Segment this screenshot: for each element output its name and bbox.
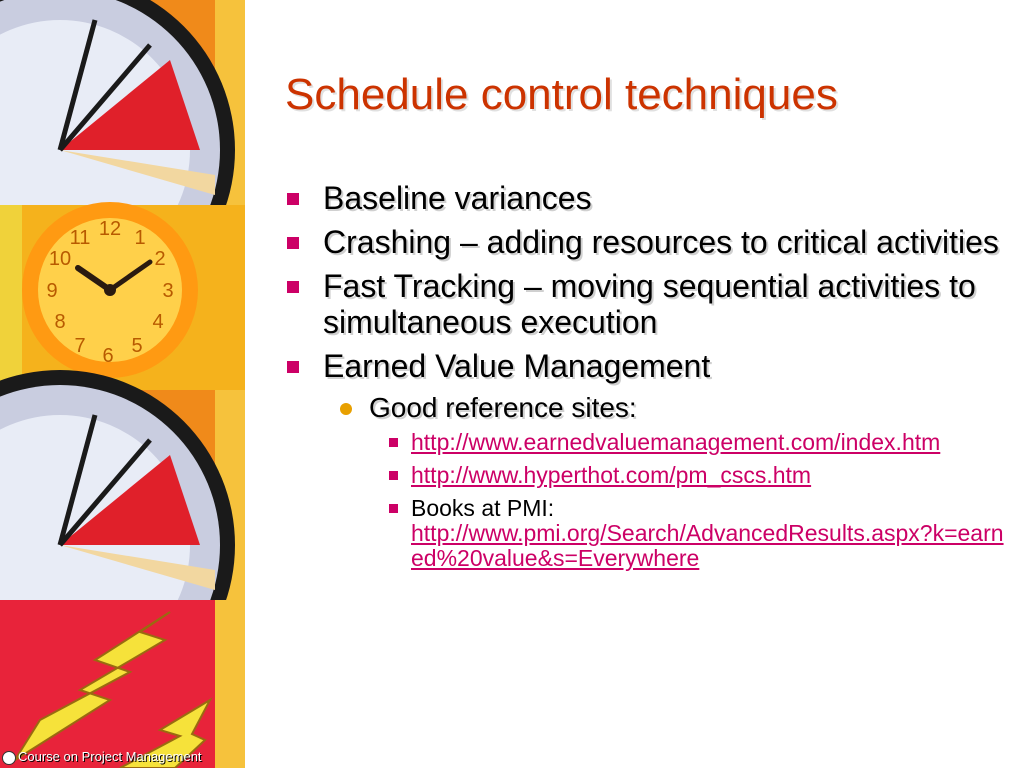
- square-bullet-icon: [287, 193, 299, 205]
- slide-content: [285, 180, 1005, 579]
- svg-text:11: 11: [69, 227, 91, 249]
- footer-text: Course on Project Management: [18, 749, 202, 764]
- bullet-text: Baseline variances: [323, 180, 592, 216]
- evm-link[interactable]: http://www.earnedvaluemanagement.com/index.htm: [411, 429, 941, 455]
- svg-text:3: 3: [162, 280, 174, 302]
- bullet-item: [285, 224, 1005, 260]
- link-item: [285, 496, 1005, 571]
- bullet-item: [285, 268, 1005, 340]
- books-label: Books at PMI:: [411, 495, 555, 521]
- square-bullet-icon: [389, 471, 398, 480]
- hyperthot-link[interactable]: http://www.hyperthot.com/pm_cscs.htm: [411, 462, 812, 488]
- bullet-text: Earned Value Management: [323, 348, 711, 384]
- svg-text:7: 7: [74, 335, 86, 357]
- sub-bullet-item: [285, 392, 1005, 424]
- svg-text:1: 1: [134, 227, 146, 249]
- square-bullet-icon: [287, 281, 299, 293]
- decorative-clock-art: [0, 0, 245, 768]
- svg-text:2: 2: [154, 248, 166, 270]
- bullet-item: [285, 180, 1005, 216]
- clock-icon: [2, 751, 16, 765]
- square-bullet-icon: [287, 237, 299, 249]
- pmi-search-link[interactable]: http://www.pmi.org/Search/AdvancedResults.aspx?k=earned%20value&s=Everywhere: [411, 520, 1004, 571]
- slide-title: Schedule control techniques: [285, 70, 838, 119]
- sub-bullet-text: Good reference sites:: [369, 392, 637, 423]
- bullet-text: Crashing – adding resources to critical activities: [323, 224, 999, 260]
- bullet-item: [285, 348, 1005, 384]
- square-bullet-icon: [287, 361, 299, 373]
- svg-text:6: 6: [102, 345, 114, 367]
- round-bullet-icon: [340, 403, 352, 415]
- link-item: [285, 430, 1005, 455]
- svg-text:9: 9: [46, 280, 58, 302]
- svg-text:10: 10: [48, 248, 72, 270]
- bullet-text: Fast Tracking – moving sequential activities to simultaneous execution: [323, 268, 976, 340]
- link-item: [285, 463, 1005, 488]
- svg-text:8: 8: [54, 311, 66, 333]
- square-bullet-icon: [389, 504, 398, 513]
- svg-text:4: 4: [152, 311, 164, 333]
- svg-text:12: 12: [98, 218, 122, 240]
- svg-text:5: 5: [131, 335, 143, 357]
- square-bullet-icon: [389, 438, 398, 447]
- footer: [0, 746, 245, 768]
